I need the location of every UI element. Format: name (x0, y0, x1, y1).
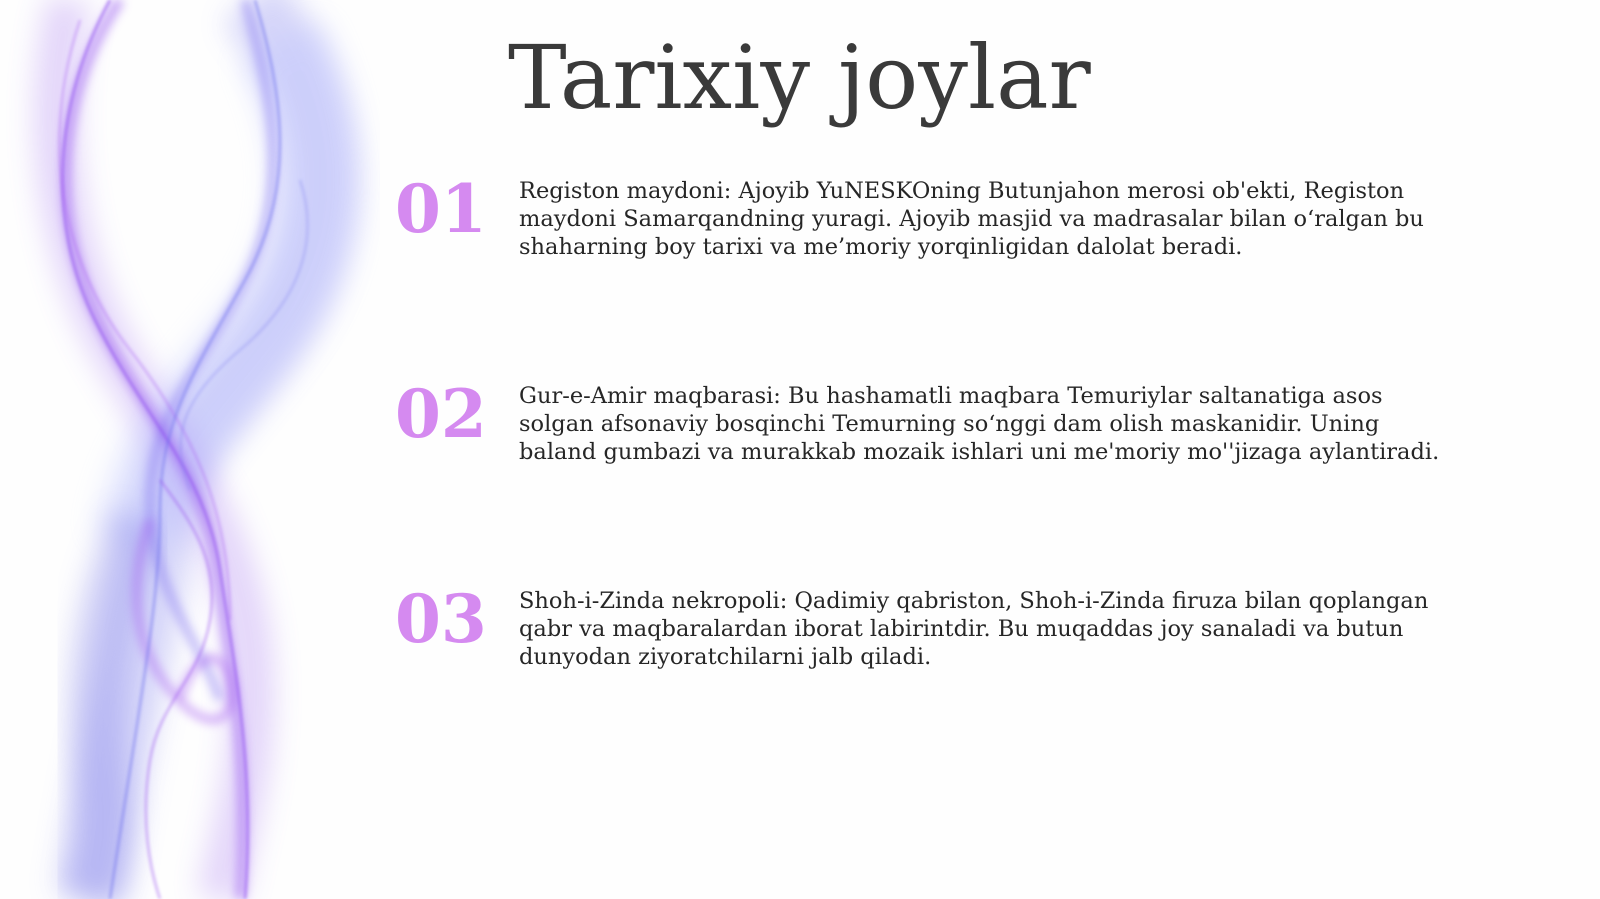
list-item (395, 580, 1435, 697)
item-number: 03 (395, 580, 487, 658)
item-text: Registon maydoni: Ajoyib YuNESKOning Butunjahon merosi ob'ekti, Registon maydoni Samarqandning yuragi. Ajoyib masjid va madrasalar bilan o‘ralgan bu shaharning boy tarixi va me’moriy yorqinligidan dalolat beradi. (519, 178, 1424, 260)
slide-title: Tarixiy joylar (508, 26, 1091, 129)
list-item (395, 170, 1435, 287)
item-number: 01 (395, 170, 487, 248)
item-text: Shoh-i-Zinda nekropoli: Qadimiy qabriston, Shoh-i-Zinda firuza bilan qoplangan qabr va maqbaralardan iborat labirintdir. Bu muqaddas joy sanaladi va butun dunyodan ziyoratchilarni jalb qiladi. (519, 588, 1429, 670)
list-item (395, 375, 1440, 492)
item-number: 02 (395, 375, 487, 453)
item-text: Gur-e-Amir maqbarasi: Bu hashamatli maqbara Temuriylar saltanatiga asos solgan afsonaviy bosqinchi Temurning so‘nggi dam olish maskanidir. Uning baland gumbazi va murakkab mozaik ishlari uni me'moriy mo''jizaga aylantiradi. (519, 383, 1440, 465)
smoke-decoration (0, 0, 380, 899)
